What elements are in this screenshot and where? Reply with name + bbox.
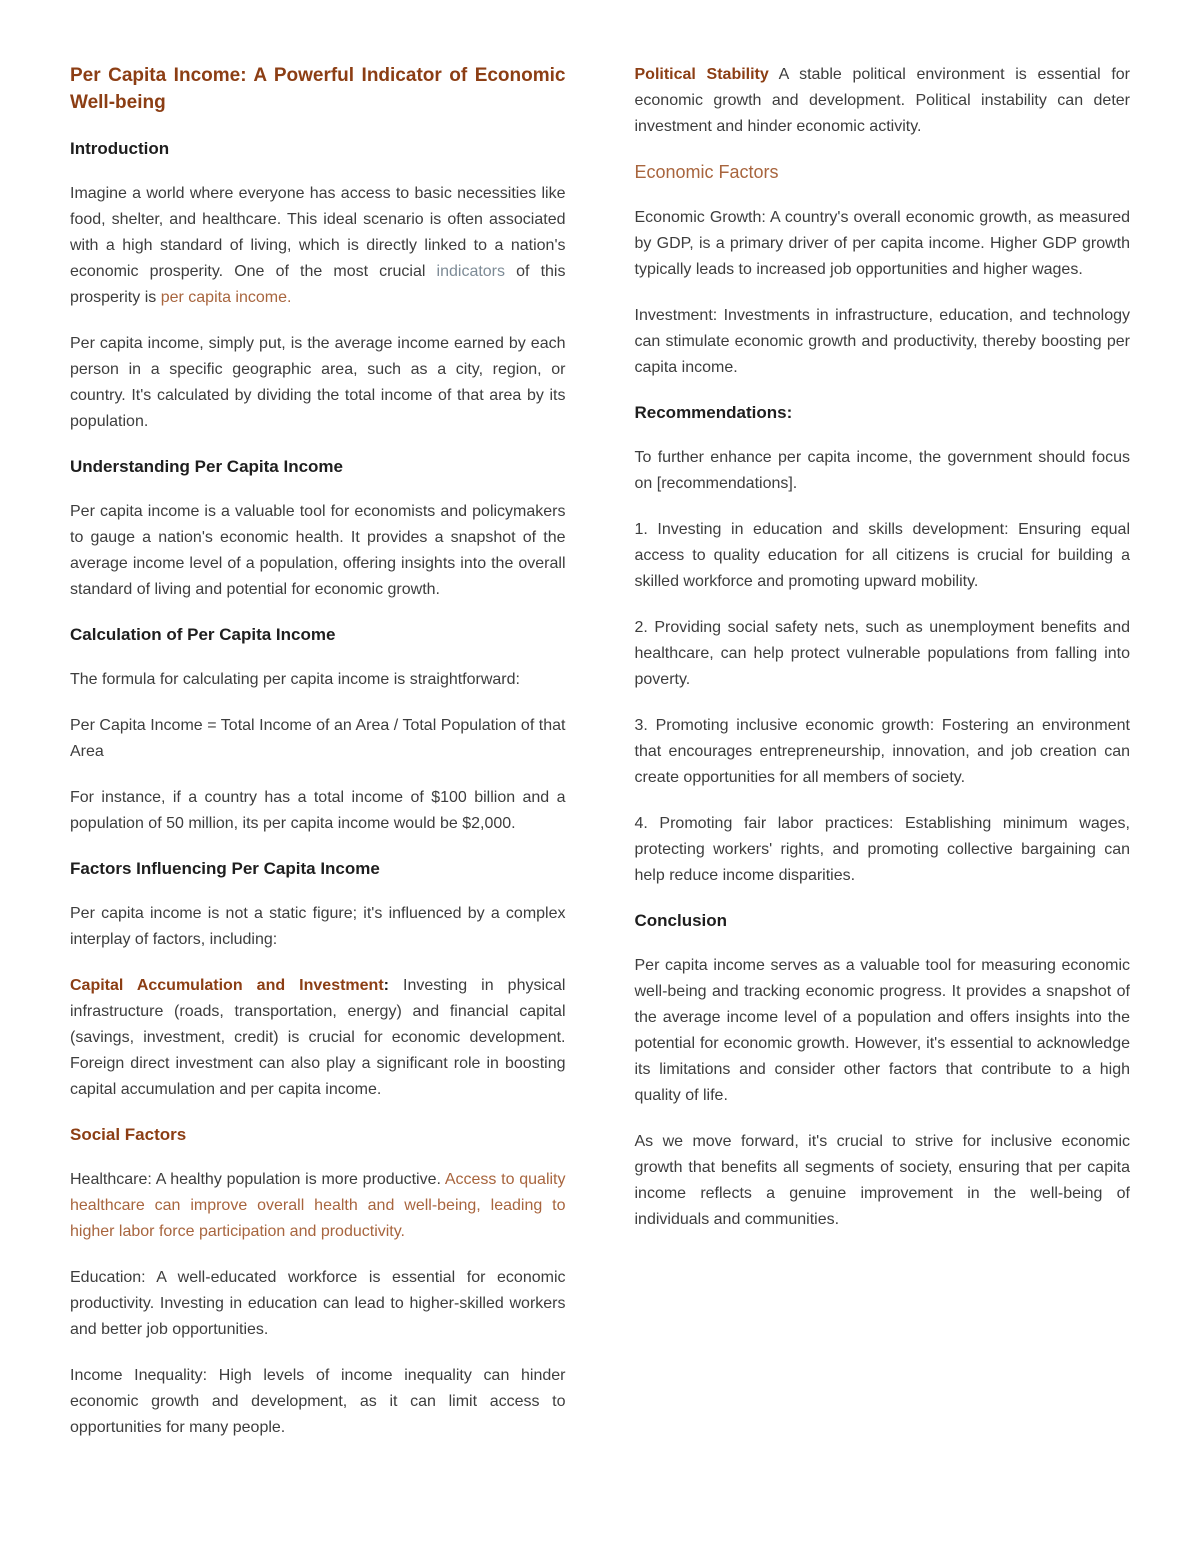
heading-understanding: Understanding Per Capita Income <box>70 457 343 476</box>
two-column-layout <box>70 62 1130 1461</box>
paragraph-understanding: Per capita income is a valuable tool for economists and policymakers to gauge a nation's economic health. It provides a snapshot of the average income level of a population, offering insights into the overall standard of living and potential for economic growth. <box>70 503 566 598</box>
paragraph-healthcare <box>70 1167 566 1245</box>
right-column <box>635 62 1131 1253</box>
paragraph-conclusion-1: Per capita income serves as a valuable tool for measuring economic well-being and tracking economic progress. It provides a snapshot of the average income level of a population and offers insights into the potential for economic growth. However, it's essential to acknowledge its limitations and consider other factors that contribute to a high quality of life. <box>634 957 1130 1104</box>
paragraph-education: Education: A well-educated workforce is essential for economic productivity. Investing in education can lead to higher-skilled workers and better job opportunities. <box>70 1269 566 1338</box>
paragraph-recommendation-4: 4. Promoting fair labor practices: Establishing minimum wages, protecting workers' rights, and promoting collective bargaining can help reduce income disparities. <box>634 815 1130 884</box>
paragraph-factors-intro: Per capita income is not a static figure; it's influenced by a complex interplay of factors, including: <box>70 905 566 948</box>
heading-conclusion: Conclusion <box>634 911 728 930</box>
heading-social-factors: Social Factors <box>70 1125 187 1144</box>
paragraph-formula: Per Capita Income = Total Income of an Area / Total Population of that Area <box>70 717 566 760</box>
paragraph-investment: Investment: Investments in infrastructure, education, and technology can stimulate economic growth and productivity, thereby boosting per capita income. <box>634 307 1130 376</box>
capital-accumulation-label: Capital Accumulation and Investment <box>70 977 384 994</box>
political-stability-label: Political Stability <box>634 66 769 83</box>
paragraph-economic-growth: Economic Growth: A country's overall economic growth, as measured by GDP, is a primary driver of per capita income. Higher GDP growth typically leads to increased job opportunities and higher wages. <box>634 209 1130 278</box>
per-capita-income-highlight: per capita income. <box>160 289 292 306</box>
paragraph-capital-accumulation <box>70 973 566 1103</box>
capital-accumulation-colon: : <box>383 977 389 994</box>
political-stability-text: A stable political environment is essential for economic growth and development. Political instability can deter investment and hinder economic activity. <box>634 66 1131 135</box>
healthcare-highlight: Access to quality healthcare can improve overall health and well-being, leading to higher labor force participation and productivity. <box>70 1171 566 1240</box>
document-title: Per Capita Income: A Powerful Indicator of Economic Well-being <box>70 65 566 113</box>
paragraph-imagine <box>70 181 566 311</box>
paragraph-formula-intro: The formula for calculating per capita income is straightforward: <box>70 671 520 688</box>
paragraph-recommendations-intro: To further enhance per capita income, the government should focus on [recommendations]. <box>634 449 1130 492</box>
paragraph-definition: Per capita income, simply put, is the average income earned by each person in a specific geographic area, such as a city, region, or country. It's calculated by dividing the total income of that area by its population. <box>70 335 566 430</box>
heading-introduction: Introduction <box>70 139 170 158</box>
left-column <box>70 62 566 1461</box>
heading-factors: Factors Influencing Per Capita Income <box>70 859 380 878</box>
paragraph-conclusion-2: As we move forward, it's crucial to strive for inclusive economic growth that benefits all segments of society, ensuring that per capita income reflects a genuine improvement in the well-being of individuals and communities. <box>634 1133 1130 1228</box>
paragraph-example: For instance, if a country has a total income of $100 billion and a population of 50 million, its per capita income would be $2,000. <box>70 789 566 832</box>
heading-economic-factors: Economic Factors <box>634 162 779 182</box>
paragraph-imagine-text: Imagine a world where everyone has access to basic necessities like food, shelter, and healthcare. This ideal scenario is often associated with a high standard of living, which is directly linked to a nation's economic prosperity. One of the most crucial <box>70 185 566 280</box>
paragraph-imagine-text-2: of this prosperity is <box>70 263 566 306</box>
heading-calculation: Calculation of Per Capita Income <box>70 625 336 644</box>
paragraph-income-inequality: Income Inequality: High levels of income inequality can hinder economic growth and development, as it can limit access to opportunities for many people. <box>70 1367 566 1436</box>
indicators-highlight: indicators <box>436 263 506 280</box>
paragraph-recommendation-3: 3. Promoting inclusive economic growth: Fostering an environment that encourages entrepreneurship, innovation, and job creation can create opportunities for all members of society. <box>634 717 1130 786</box>
capital-accumulation-text: Investing in physical infrastructure (roads, transportation, energy) and financial capital (savings, investment, credit) is crucial for economic development. Foreign direct investment can also play a significant role in boosting capital accumulation and per capita income. <box>70 977 566 1098</box>
paragraph-political-stability <box>635 62 1131 140</box>
heading-recommendations: Recommendations: <box>634 403 793 422</box>
healthcare-text: Healthcare: A healthy population is more productive. <box>70 1171 445 1188</box>
paragraph-recommendation-1: 1. Investing in education and skills development: Ensuring equal access to quality education for all citizens is crucial for building a skilled workforce and promoting upward mobility. <box>634 521 1130 590</box>
paragraph-recommendation-2: 2. Providing social safety nets, such as unemployment benefits and healthcare, can help protect vulnerable populations from falling into poverty. <box>634 619 1130 688</box>
